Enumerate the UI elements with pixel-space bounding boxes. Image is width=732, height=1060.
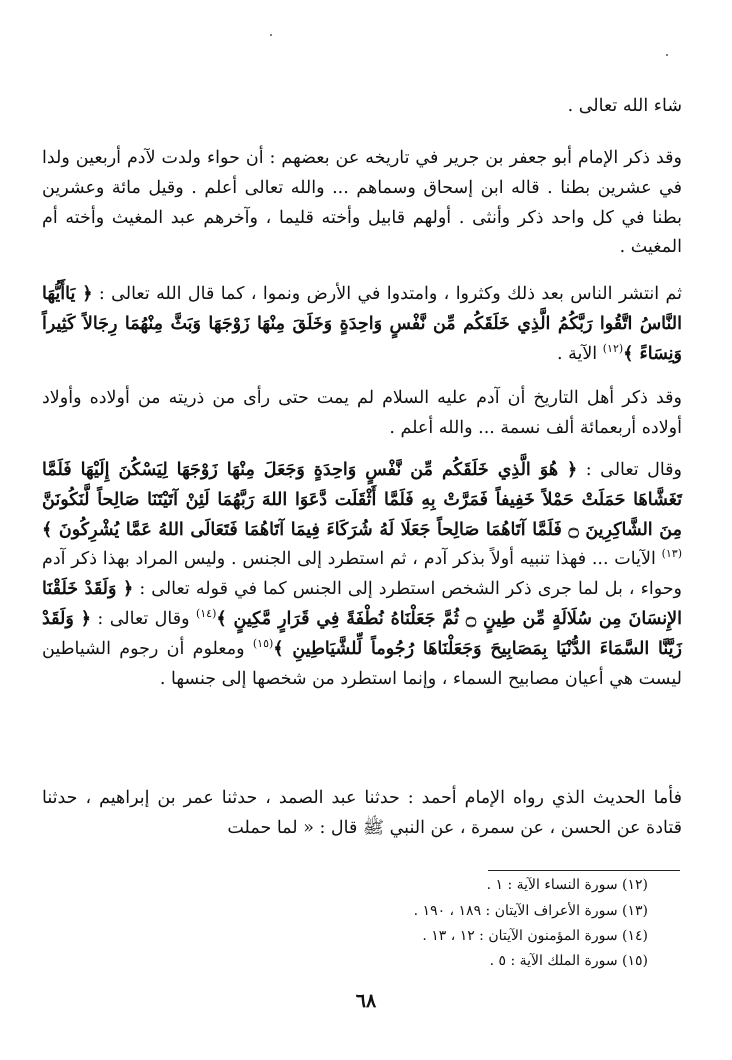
footnote-13: (١٣) سورة الأعراف الآيتان : ١٨٩ ، ١٩٠ . — [413, 903, 648, 919]
quran-verse-muminun-12-13: ﴿ وَلَقَدْ خَلَقْنَا الإِنسَانَ مِن سُلَالَةٍ مِّن طِينٍ ۝ ثُمَّ جَعَلْنَاهُ نُطْفَةً فِي قَرَارٍ مَّكِينٍ ﴾ — [42, 579, 682, 629]
footnote-12: (١٢) سورة النساء الآية : ١ . — [486, 877, 648, 893]
footnote-ref-15: (١٥) — [252, 636, 274, 650]
paragraph-5-conclusion: ومعلوم أن رجوم الشياطين ليست هي أعيان مصابيح السماء ، وإنما استطرد من شخصها إلى جنسها . — [42, 638, 682, 689]
footnote-ref-13: (١٣) — [661, 547, 682, 561]
quran-verse-nisa-1: ﴿ يَاأَيُّهَا النَّاسُ اتَّقُوا رَبَّكُمُ الَّذِي خَلَقَكُم مِّن نَّفْسٍ وَاحِدَةٍ وَخَلَقَ مِنْهَا زَوْجَهَا وَبَثَّ مِنْهُمَا رِجَالاً كَثِيراً وَنِسَاءً ﴾ — [42, 284, 682, 364]
paragraph-5-commentary: الآيات ... فهذا تنبيه أولاً بذكر آدم ، ثم استطرد إلى الجنس . وليس المراد بهذا ذكر آدم وحواء ، بل لما جرى ذكر الشخص استطرد إلى الجنس كما في قوله تعالى : — [42, 549, 682, 600]
paragraph-4: وقد ذكر أهل التاريخ أن آدم عليه السلام لم يمت حتى رأى من ذريته من أولاده وأولاد أولاده أربعمائة ألف نسمة ... والله أعلم . — [42, 388, 682, 438]
footnote-divider — [488, 870, 680, 871]
page-number: ٦٨ — [355, 990, 377, 1012]
quran-verse-mulk-5: ﴿ وَلَقَدْ زَيَّنَّا السَّمَاءَ الدُّنْيَا بِمَصَابِيحَ وَجَعَلْنَاهَا رُجُوماً لِّلشَّيَاطِينِ ﴾ — [42, 608, 682, 659]
footnote-ref-12: (١٢) — [602, 341, 624, 355]
paragraph-6: فأما الحديث الذي رواه الإمام أحمد : حدثنا عبد الصمد ، حدثنا عمر بن إبراهيم ، حدثنا قتادة عن الحسن ، عن سمرة ، عن النبي ﷺ قال : « لما حملت — [42, 788, 682, 838]
quran-verse-araf-189-190: ﴿ هُوَ الَّذِي خَلَقَكُم مِّن نَّفْسٍ وَاحِدَةٍ وَجَعَلَ مِنْهَا زَوْجَهَا لِيَسْكُنَ إِلَيْهَا فَلَمَّا تَغَشَّاهَا حَمَلَتْ حَمْلاً خَفِيفاً فَمَرَّتْ بِهِ فَلَمَّا أَثْقَلَت دَّعَوَا اللهَ رَبَّهُمَا لَئِنْ آتَيْتَنَا صَالِحاً لَّنَكُونَنَّ مِنَ الشَّاكِرِينَ ۝ فَلَمَّا آتَاهُمَا صَالِحاً جَعَلَا لَهُ شُرَكَاءَ فِيمَا آتَاهُمَا فَتَعَالَى اللهُ عَمَّا يُشْرِكُونَ ﴾ — [42, 460, 683, 540]
footnote-ref-14: (١٤) — [195, 607, 217, 621]
footnote-15: (١٥) سورة الملك الآية : ٥ . — [489, 953, 648, 969]
paragraph-5-transition: وقال تعالى : — [91, 608, 196, 629]
paragraph-5-intro: وقال تعالى : — [577, 460, 682, 480]
paragraph-3-intro: ثم انتشر الناس بعد ذلك وكثروا ، وامتدوا في الأرض ونموا ، كما قال الله تعالى : — [92, 284, 683, 304]
paragraph-3 — [42, 280, 682, 369]
paragraph-3-outro: الآية . — [556, 343, 603, 364]
scan-speck — [666, 54, 668, 56]
paragraph-5 — [42, 456, 682, 694]
scan-speck — [270, 34, 272, 36]
paragraph-2: وقد ذكر الإمام أبو جعفر بن جرير في تاريخه عن بعضهم : أن حواء ولدت لآدم أربعين ولدا في عشرين بطنا . قاله ابن إسحاق وسماهم ... والله تعالى أعلم . وقيل مائة وعشرين بطنا في كل واحد ذكر وأنثى . أولهم قابيل وأخته قليما ، وآخرهم عبد المغيث وأخته أم المغيث . — [42, 148, 682, 258]
paragraph-1: شاء الله تعالى . — [567, 96, 682, 116]
footnote-14: (١٤) سورة المؤمنون الآيتان : ١٢ ، ١٣ . — [422, 928, 648, 944]
